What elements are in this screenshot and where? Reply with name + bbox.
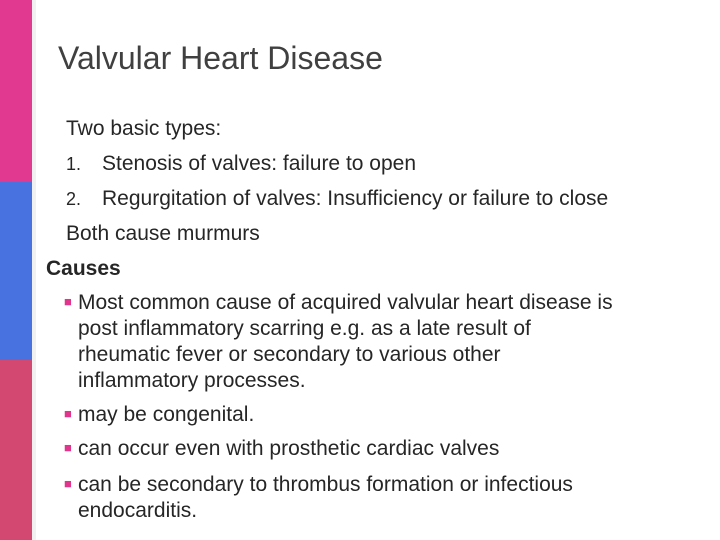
cause-text: Most common cause of acquired valvular heart disease is	[78, 291, 613, 314]
slide-title: Valvular Heart Disease	[58, 40, 383, 76]
cause-item	[64, 291, 613, 315]
accent-bar-middle	[0, 182, 32, 360]
cause-text: can be secondary to thrombus formation or infectious	[78, 473, 573, 496]
type-number: 2.	[66, 189, 82, 209]
cause-text-continued: endocarditis.	[78, 499, 198, 522]
cause-text-continued: post inflammatory scarring e.g. as a late result of	[78, 317, 531, 340]
type-text: Regurgitation of valves: Insufficiency or failure to close	[102, 187, 609, 210]
accent-bar-top	[0, 0, 32, 182]
cause-item	[64, 403, 254, 427]
type-text: Stenosis of valves: failure to open	[102, 152, 417, 175]
cause-item	[64, 473, 573, 497]
square-bullet-icon: ■	[64, 294, 72, 309]
cause-item	[64, 437, 499, 461]
accent-bar-bottom	[0, 360, 32, 540]
cause-text-continued: rheumatic fever or secondary to various other	[78, 343, 501, 366]
cause-text-continued: inflammatory processes.	[78, 369, 306, 392]
intro-text: Two basic types:	[66, 117, 222, 140]
square-bullet-icon: ■	[64, 406, 72, 421]
cause-text: may be congenital.	[78, 403, 255, 426]
type-item-1	[66, 152, 416, 176]
type-item-2	[66, 187, 608, 211]
cause-text: can occur even with prosthetic cardiac valves	[78, 437, 500, 460]
square-bullet-icon: ■	[64, 476, 72, 491]
causes-heading: Causes	[46, 257, 121, 280]
summary-text: Both cause murmurs	[66, 222, 260, 245]
accent-divider	[32, 0, 36, 540]
square-bullet-icon: ■	[64, 440, 72, 455]
type-number: 1.	[66, 154, 82, 174]
